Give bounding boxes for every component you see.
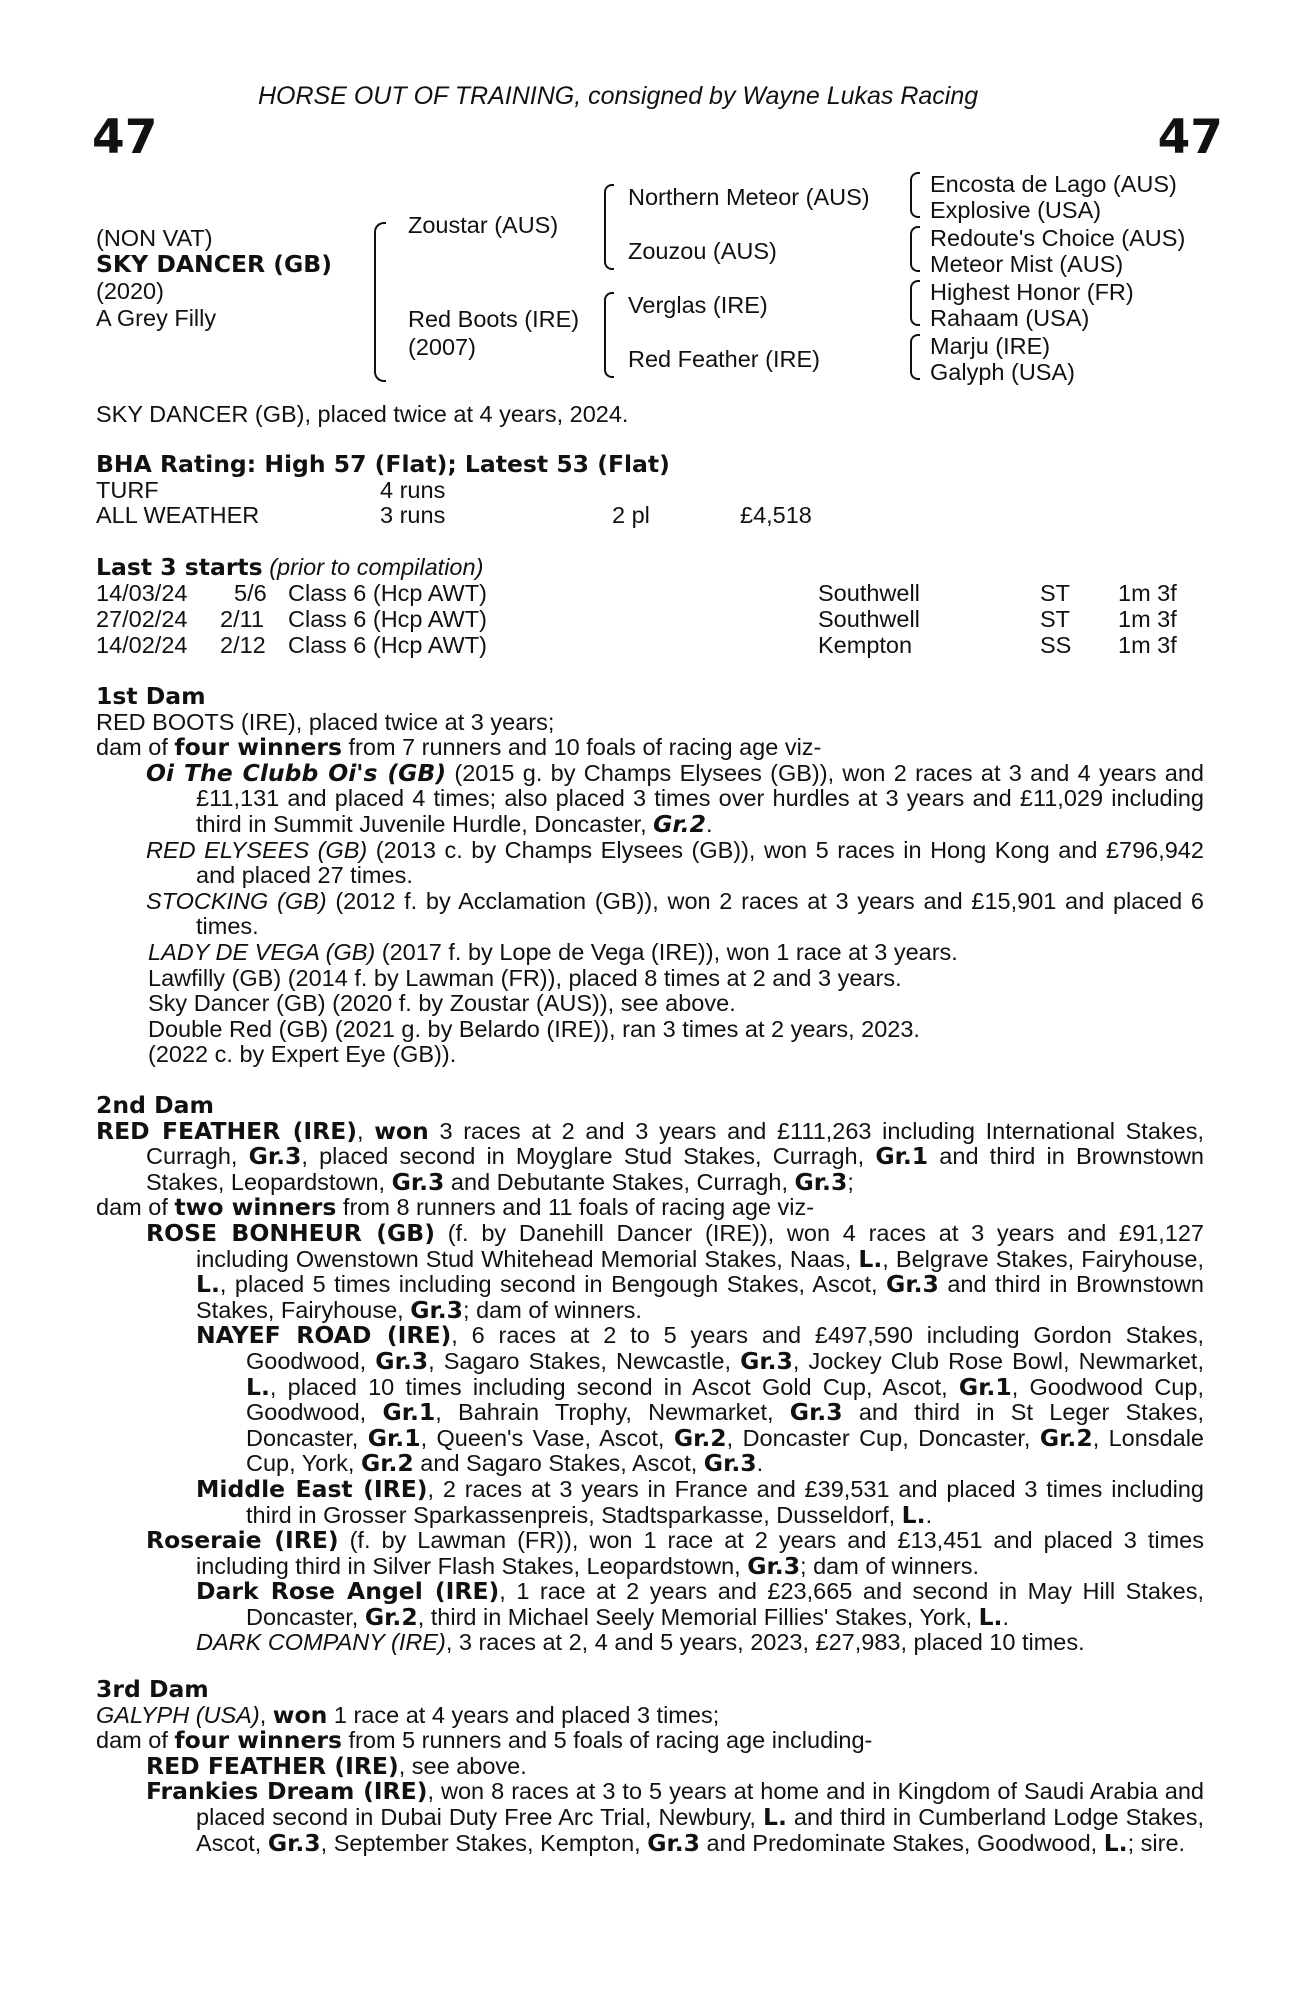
won: won: [374, 1116, 429, 1145]
start-row-3-date: 14/02/24: [96, 632, 188, 658]
grade: Gr.1: [958, 1372, 1012, 1401]
pedigree-bracket-main: [374, 222, 386, 382]
first-dam-heading: 1st Dam: [96, 682, 206, 710]
grade: Gr.3: [886, 1270, 939, 1299]
progeny-name: LADY DE VEGA (GB): [148, 938, 376, 965]
text: from 8 runners and 11 foals of racing age viz-: [336, 1194, 815, 1221]
rating-aw-surface: ALL WEATHER: [96, 502, 260, 528]
text: , Goodwood Cup, Goodwood,: [246, 1373, 1204, 1426]
dam-name: RED FEATHER (IRE): [96, 1116, 357, 1145]
text: .: [1002, 1603, 1009, 1630]
pedigree-sire-sire: Northern Meteor (AUS): [628, 184, 870, 210]
lot-number-left: 47: [92, 110, 158, 165]
rating-aw-earnings: £4,518: [740, 502, 812, 528]
pedigree-g3: Redoute's Choice (AUS): [930, 225, 1186, 251]
grade: Gr.3: [747, 1551, 801, 1580]
text: .: [925, 1501, 933, 1528]
start-row-2-going: ST: [1040, 606, 1071, 632]
third-dam-section: [96, 1677, 1204, 1856]
third-dam-record: GALYPH (USA), won 1 race at 4 years and placed 3 times;: [96, 1700, 720, 1729]
first-dam-line2: [96, 735, 1204, 761]
text: , Lonsdale Cup, York,: [246, 1424, 1205, 1477]
grade: Gr.3: [647, 1828, 701, 1857]
horse-description: A Grey Filly: [96, 305, 217, 331]
grade: L.: [858, 1244, 883, 1273]
last-starts-heading: [96, 555, 483, 581]
text: ;: [847, 1168, 854, 1195]
first-dam-line1: RED BOOTS (IRE), placed twice at 3 years;: [96, 708, 555, 735]
start-row-1-pos: 5/6: [234, 580, 267, 606]
text: dam of: [96, 1194, 175, 1221]
progeny-stocking: [96, 889, 1204, 940]
text: from 5 runners and 5 foals of racing age including-: [342, 1727, 873, 1754]
progeny-red-elysees: [96, 838, 1204, 889]
horse-name: SKY DANCER (GB): [96, 250, 332, 278]
rating-title: BHA Rating: High 57 (Flat); Latest 53 (Flat): [96, 450, 670, 478]
progeny-name: RED ELYSEES (GB): [146, 836, 368, 863]
text: and Predominate Stakes, Goodwood,: [700, 1829, 1104, 1856]
won: won: [272, 1700, 328, 1729]
text: 3 races at 2 and 3 years and £111,263 including International Stakes, Curragh,: [146, 1117, 1204, 1170]
second-dam-section: [96, 1093, 1204, 1656]
winners-count: four winners: [174, 1726, 342, 1755]
text: and third in Cumberland Lodge Stakes, Ascot,: [196, 1803, 1204, 1856]
text: , won 8 races at 3 to 5 years at home and in Kingdom of Saudi Arabia and placed second in Dubai Duty Free Arc Trial, Newbury,: [196, 1778, 1205, 1830]
start-row-3-pos: 2/12: [220, 632, 266, 658]
text: dam of: [96, 1727, 175, 1754]
text: .: [756, 1450, 764, 1477]
pedigree-g4: Meteor Mist (AUS): [930, 251, 1124, 277]
lot-number-right: 47: [1157, 110, 1223, 165]
progeny-dark-company: [96, 1630, 1204, 1656]
text: , third in Michael Seely Memorial Fillies' Stakes, York,: [417, 1603, 979, 1630]
grade: L.: [901, 1500, 926, 1529]
progeny-name: ROSE BONHEUR (GB): [146, 1218, 435, 1247]
pedigree-dam: Red Boots (IRE): [408, 306, 580, 332]
start-row-1-going: ST: [1040, 580, 1071, 606]
text: , Queen's Vase, Ascot,: [420, 1424, 674, 1451]
progeny-name: Middle East (IRE): [196, 1474, 428, 1503]
grade: L.: [762, 1802, 787, 1831]
second-dam-record: RED FEATHER (IRE), won 3 races at 2 and 3 years and £111,263 including International Stakes, Curragh, Gr.3, placed second in Moyglare Stud Stakes, Curragh, Gr.1 and third in Brownstown Stakes, Leopardstown, Gr.3 and Debutante Stakes, Curragh, Gr.3;: [96, 1116, 1204, 1196]
grade: L.: [1103, 1828, 1128, 1857]
text: (f. by Lawman (FR)), won 1 race at 2 years and £13,451 and placed 3 times including third in Silver Flash Stakes, Leopardstown,: [196, 1527, 1204, 1579]
text: 1 race at 4 years and placed 3 times;: [327, 1701, 720, 1728]
pedigree-bracket-g1: [910, 172, 920, 218]
start-row-1-dist: 1m 3f: [1118, 580, 1177, 606]
grade: L.: [246, 1372, 270, 1401]
text: and Sagaro Stakes, Ascot,: [413, 1450, 704, 1477]
text: from 7 runners and 10 foals of racing age viz-: [342, 734, 822, 761]
progeny-name: Roseraie (IRE): [146, 1526, 339, 1555]
vat-status: (NON VAT): [96, 225, 213, 251]
text: , placed second in Moyglare Stud Stakes, Curragh,: [301, 1143, 876, 1170]
text: and third in Brownstown Stakes, Leopardstown,: [146, 1143, 1204, 1195]
grade: Gr.1: [875, 1142, 929, 1171]
text: , September Stakes, Kempton,: [320, 1829, 648, 1856]
start-row-1-course: Southwell: [818, 580, 920, 606]
progeny-2022-colt: (2022 c. by Expert Eye (GB)).: [148, 1041, 457, 1068]
grade: Gr.3: [267, 1828, 321, 1857]
pedigree-g5: Highest Honor (FR): [930, 279, 1134, 305]
text: , placed 5 times including second in Bengough Stakes, Ascot,: [219, 1271, 887, 1298]
progeny-double-red: Double Red (GB) (2021 g. by Belardo (IRE)), ran 3 times at 2 years, 2023.: [148, 1015, 920, 1042]
text: ; dam of winners.: [800, 1552, 979, 1579]
pedigree-sire-dam: Zouzou (AUS): [628, 238, 777, 264]
grade: L.: [196, 1270, 220, 1299]
pedigree-dam-year: (2007): [408, 334, 476, 360]
progeny-name: STOCKING (GB): [146, 887, 327, 914]
pedigree-bracket-g4: [910, 334, 920, 380]
grade: Gr.3: [794, 1167, 848, 1196]
text: , 3 races at 2, 4 and 5 years, 2023, £27,983, placed 10 times.: [445, 1629, 1085, 1656]
text: , Doncaster Cup, Doncaster,: [726, 1424, 1040, 1451]
pedigree-dam-dam: Red Feather (IRE): [628, 346, 820, 372]
text: , Jockey Club Rose Bowl, Newmarket,: [792, 1347, 1204, 1374]
start-row-2-date: 27/02/24: [96, 606, 188, 632]
progeny-name: NAYEF ROAD (IRE): [196, 1321, 452, 1350]
text: ; sire.: [1127, 1829, 1186, 1856]
dam-name: GALYPH (USA): [96, 1701, 260, 1728]
grade: Gr.3: [391, 1167, 445, 1196]
text: , placed 10 times including second in Ascot Gold Cup, Ascot,: [269, 1373, 959, 1400]
progeny-oi-the-clubb: [96, 758, 1204, 838]
last-starts-subtitle: (prior to compilation): [269, 554, 484, 580]
grade: Gr.2: [653, 809, 706, 838]
rating-turf-runs: 4 runs: [380, 477, 446, 503]
grade: Gr.2: [360, 1449, 414, 1478]
pedigree-g2: Explosive (USA): [930, 197, 1102, 223]
summary-line: SKY DANCER (GB), placed twice at 4 years, 2024.: [96, 401, 629, 427]
pedigree-g7: Marju (IRE): [930, 333, 1051, 359]
rating-aw-placed: 2 pl: [612, 502, 650, 528]
text: , see above.: [398, 1752, 527, 1779]
progeny-rose-bonheur: [96, 1218, 1205, 1324]
progeny-name: DARK COMPANY (IRE): [196, 1629, 446, 1656]
grade: Gr.3: [703, 1449, 757, 1478]
winners-count: four winners: [174, 733, 342, 762]
start-row-2-course: Southwell: [818, 606, 920, 632]
grade: Gr.3: [375, 1346, 429, 1375]
text: , 2 races at 3 years in France and £39,531 and placed 3 times including third in Grosser Sparkassenpreis, Stadtsparkasse, Dusseldorf,: [246, 1475, 1204, 1528]
text: (f. by Danehill Dancer (IRE)), won 4 races at 3 years and £91,127 including Owenstown Stud Whitehead Memorial Stakes, Naas,: [196, 1219, 1204, 1272]
start-row-1-class: Class 6 (Hcp AWT): [288, 580, 487, 606]
grade: Gr.1: [382, 1398, 436, 1427]
text: , 1 race at 2 years and £23,665 and second in May Hill Stakes, Doncaster,: [246, 1578, 1204, 1630]
text: and third in Brownstown Stakes, Fairyhouse,: [196, 1271, 1204, 1323]
rating-aw-runs: 3 runs: [380, 502, 446, 528]
progeny-red-feather: [96, 1751, 1204, 1780]
grade: Gr.2: [1039, 1423, 1093, 1452]
progeny-lady-de-vega: [96, 940, 1204, 966]
pedigree-g6: Rahaam (USA): [930, 305, 1090, 331]
progeny-name: Frankies Dream (IRE): [146, 1777, 428, 1806]
text: , Sagaro Stakes, Newcastle,: [428, 1347, 741, 1374]
grade: Gr.2: [673, 1423, 727, 1452]
first-dam-section: [96, 684, 1204, 1068]
last-starts-title: Last 3 starts: [96, 553, 263, 581]
progeny-lawfilly: Lawfilly (GB) (2014 f. by Lawman (FR)), placed 8 times at 2 and 3 years.: [148, 964, 902, 991]
pedigree-dam-sire: Verglas (IRE): [628, 292, 768, 318]
start-row-2-class: Class 6 (Hcp AWT): [288, 606, 487, 632]
grade: Gr.2: [364, 1602, 418, 1631]
progeny-name: Dark Rose Angel (IRE): [196, 1577, 500, 1606]
progeny-dark-rose-angel: [96, 1579, 1204, 1630]
pedigree-g1: Encosta de Lago (AUS): [930, 171, 1177, 197]
text: (2012 f. by Acclamation (GB)), won 2 races at 3 years and £15,901 and placed 6 times.: [196, 887, 1204, 940]
pedigree-bracket-sire: [604, 184, 614, 270]
start-row-3-going: SS: [1040, 632, 1072, 658]
grade: Gr.1: [367, 1423, 421, 1452]
winners-count: two winners: [174, 1193, 337, 1222]
pedigree-bracket-dam: [604, 292, 614, 378]
pedigree-sire: Zoustar (AUS): [408, 212, 559, 238]
text: (2017 f. by Lope de Vega (IRE)), won 1 race at 3 years.: [375, 938, 958, 965]
start-row-3-class: Class 6 (Hcp AWT): [288, 632, 487, 658]
grade: L.: [978, 1602, 1003, 1631]
text: , Bahrain Trophy, Newmarket,: [435, 1399, 790, 1426]
third-dam-damof: [96, 1728, 1204, 1754]
progeny-name: RED FEATHER (IRE): [146, 1751, 399, 1780]
text: , Belgrave Stakes, Fairyhouse,: [882, 1245, 1205, 1272]
text: , 6 races at 2 to 5 years and £497,590 including Gordon Stakes, Goodwood,: [246, 1322, 1204, 1374]
progeny-sky-dancer: Sky Dancer (GB) (2020 f. by Zoustar (AUS)), see above.: [148, 990, 736, 1017]
text: and Debutante Stakes, Curragh,: [444, 1168, 795, 1195]
rating-turf-surface: TURF: [96, 477, 159, 503]
start-row-3-dist: 1m 3f: [1118, 632, 1177, 658]
text: and third in St Leger Stakes, Doncaster,: [246, 1399, 1204, 1451]
grade: Gr.3: [410, 1295, 464, 1324]
progeny-roseraie: [96, 1528, 1204, 1579]
start-row-1-date: 14/03/24: [96, 580, 188, 606]
text: .: [705, 810, 713, 837]
grade: Gr.3: [248, 1142, 302, 1171]
text: (2015 g. by Champs Elysees (GB)), won 2 races at 3 and 4 years and £11,131 and placed 4 times; also placed 3 times over hurdles at 3 years and £11,029 including third in Summit Juvenile Hurdle, Doncaster,: [196, 759, 1204, 837]
text: dam of: [96, 734, 175, 761]
horse-year: (2020): [96, 278, 164, 304]
start-row-3-course: Kempton: [818, 632, 913, 658]
consignor-line: HORSE OUT OF TRAINING, consigned by Wayne Lukas Racing: [258, 82, 979, 110]
pedigree-g8: Galyph (USA): [930, 359, 1075, 385]
third-dam-heading: 3rd Dam: [96, 1675, 209, 1703]
pedigree-bracket-g3: [910, 280, 920, 326]
start-row-2-dist: 1m 3f: [1118, 606, 1177, 632]
pedigree-bracket-g2: [910, 226, 920, 272]
second-dam-heading: 2nd Dam: [96, 1091, 214, 1119]
progeny-name: Oi The Clubb Oi's (GB): [146, 758, 447, 787]
text: (2013 c. by Champs Elysees (GB)), won 5 races in Hong Kong and £796,942 and placed 27 times.: [196, 836, 1204, 889]
progeny-nayef-road: [96, 1323, 1204, 1477]
start-row-2-pos: 2/11: [220, 606, 264, 632]
second-dam-damof: [96, 1195, 1204, 1221]
progeny-frankies-dream: [96, 1779, 1204, 1856]
text: ; dam of winners.: [463, 1296, 642, 1323]
grade: Gr.3: [789, 1398, 843, 1427]
grade: Gr.3: [740, 1346, 793, 1375]
progeny-middle-east: [96, 1474, 1204, 1529]
